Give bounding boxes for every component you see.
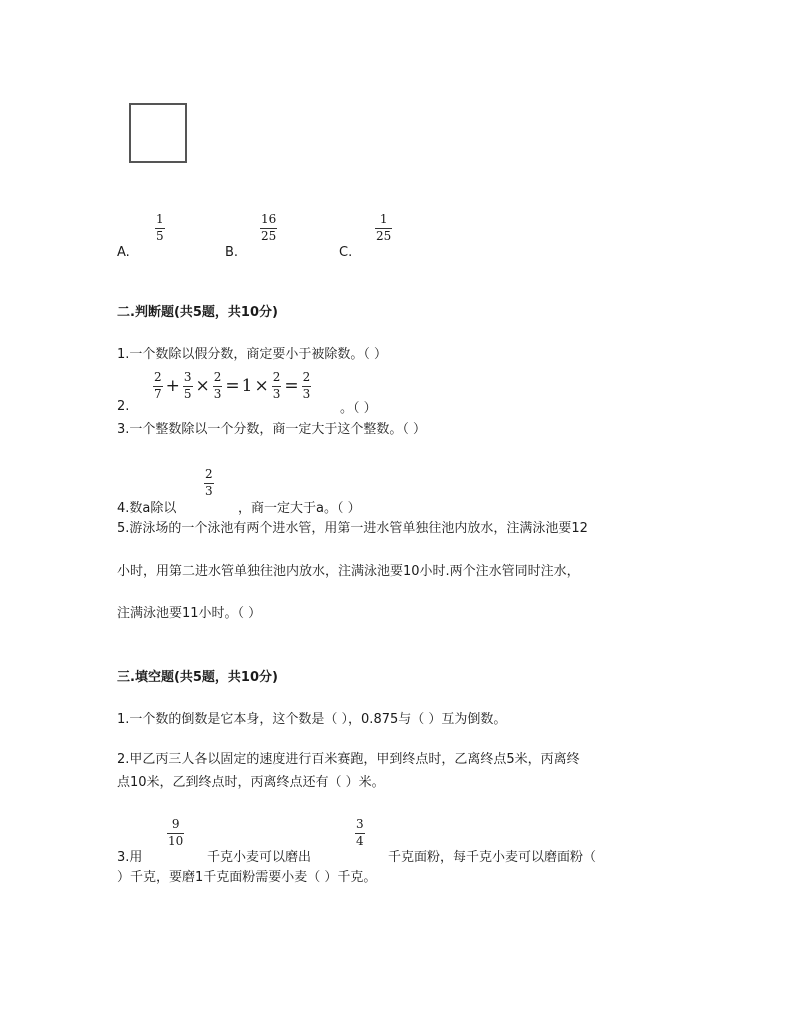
q3-f2-numerator: 3 [356,817,364,831]
option-a-denominator: 5 [156,228,164,243]
fill-question-3-suffix: 千克面粉，每千克小麦可以磨面粉（ [388,850,597,865]
q4-denominator: 3 [205,483,213,498]
fill-question-1: 1.一个数的倒数是它本身，这个数是（ ），0.875与（ ）互为倒数。 [117,712,507,727]
option-b-label: B. [225,245,239,260]
fill-question-3-middle: 千克小麦可以磨出 [207,850,312,865]
section-2-title: 二.判断题(共5题，共10分) [117,305,278,320]
eq-one: 1 [241,376,253,397]
option-a-label: A. [117,245,130,260]
eq-f5-denominator: 3 [302,386,311,401]
judge-question-4-fraction [204,468,214,499]
eq-fraction-1 [153,371,163,402]
judge-question-2-equation [152,371,312,402]
option-b-numerator: 16 [261,212,277,226]
fill-question-2-line-2: 点10米，乙到终点时，丙离终点还有（ ）米。 [117,775,385,790]
judge-question-4-prefix: 4.数a除以 [117,501,177,516]
eq-f4-numerator: 2 [272,370,281,384]
option-a-numerator: 1 [156,212,164,226]
eq-f3-numerator: 2 [213,370,222,384]
option-b-fraction [260,213,277,244]
option-c-label: C. [339,245,353,260]
option-b-denominator: 25 [261,228,277,243]
fill-question-2-line-1: 2.甲乙丙三人各以固定的速度进行百米赛跑，甲到终点时，乙离终点5米，丙离终 [117,752,580,767]
equals-sign: = [284,376,299,397]
fill-question-3-prefix: 3.用 [117,850,143,865]
judge-question-5-line-1: 5.游泳场的一个泳池有两个进水管，用第一进水管单独往池内放水，注满泳池要12 [117,521,588,536]
times-sign: × [195,376,210,397]
option-c-fraction [375,213,392,244]
option-c-denominator: 25 [376,228,392,243]
fill-question-3-fraction-1 [167,818,184,849]
eq-f5-numerator: 2 [302,370,311,384]
q3-f1-denominator: 10 [168,833,184,848]
option-a-fraction [155,213,165,244]
eq-fraction-3 [213,371,223,402]
section-3-title: 三.填空题(共5题，共10分) [117,670,278,685]
eq-f2-denominator: 5 [183,386,192,401]
judge-question-5-line-3: 注满泳池要11小时。（ ） [117,606,262,621]
judge-question-3: 3.一个整数除以一个分数，商一定大于这个整数。（ ） [117,422,427,437]
option-c-numerator: 1 [379,212,388,226]
square-figure [129,103,187,163]
q3-f2-denominator: 4 [356,833,364,848]
judge-question-5-line-2: 小时，用第二进水管单独往池内放水，注满泳池要10小时.两个注水管同时注水， [117,564,580,579]
eq-f1-numerator: 2 [154,370,162,384]
eq-f3-denominator: 3 [213,386,222,401]
equals-sign: = [225,376,240,397]
fill-question-3-line-2: ）千克，要磨1千克面粉需要小麦（ ）千克。 [117,870,377,885]
judge-question-2-number: 2. [117,399,130,414]
q4-numerator: 2 [205,467,213,481]
eq-f4-denominator: 3 [272,386,281,401]
judge-question-1: 1.一个数除以假分数，商定要小于被除数。（ ） [117,347,388,362]
eq-fraction-5 [302,371,312,402]
q3-f1-numerator: 9 [171,817,180,831]
fill-question-3-fraction-2 [355,818,365,849]
plus-sign: + [165,376,180,397]
judge-question-2-suffix: 。（ ） [340,401,377,416]
times-sign: × [254,376,269,397]
eq-fraction-4 [272,371,282,402]
eq-f2-numerator: 3 [183,370,192,384]
eq-fraction-2 [183,371,193,402]
eq-f1-denominator: 7 [154,386,162,401]
judge-question-4-suffix: ，商一定大于a。（ ） [238,501,361,516]
